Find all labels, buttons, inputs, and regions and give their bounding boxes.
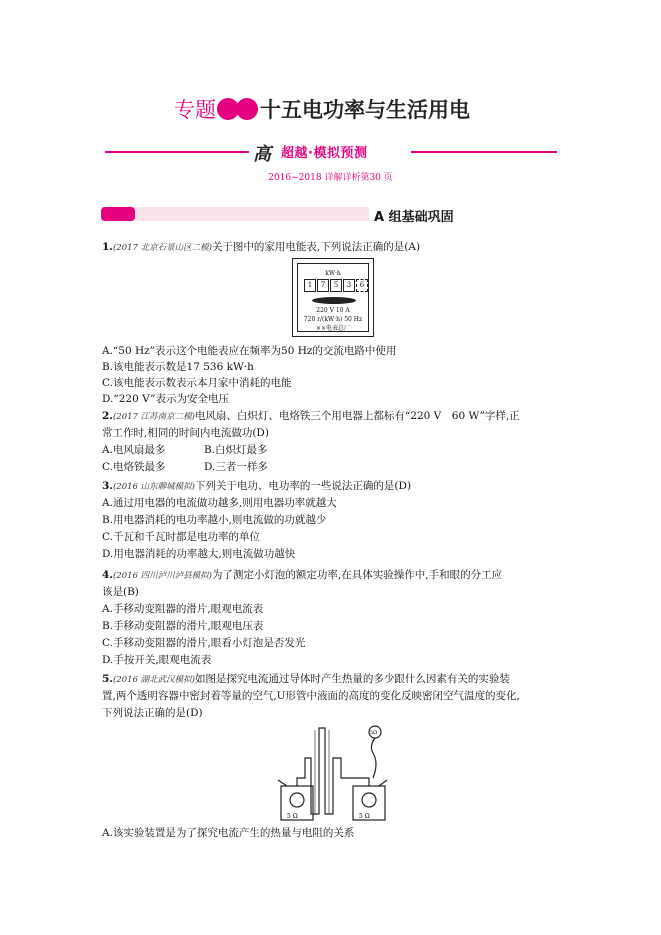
banner-text: 超越·模拟预测	[281, 146, 368, 161]
meter-digit: 1	[304, 279, 316, 292]
q4-text: 为了测定小灯泡的额定功率,在具体实验操作中,手和眼的分工应	[211, 569, 503, 581]
meter-digit: 5	[330, 279, 342, 292]
q3-option-c: C.千瓦和千瓦时都是电功率的单位	[102, 531, 260, 543]
q4-source: (2016 四川泸川泸县模拟)	[112, 571, 212, 581]
q1-stem	[102, 241, 420, 255]
title-dots-icon	[220, 98, 258, 120]
meter-disc-icon	[312, 297, 356, 304]
u-tube	[297, 728, 369, 814]
meter-digit: 3	[343, 279, 355, 292]
energy-meter-figure	[292, 258, 374, 337]
meter-spec-1: 220 V 10 A	[316, 307, 350, 314]
q5-option-a: A.该实验装置是为了探究电流产生的热量与电阻的关系	[102, 827, 355, 839]
q1-option-c: C.该电能表示数表示本月家中消耗的电能	[102, 377, 292, 389]
meter-digits	[304, 279, 369, 292]
q2-option-a: A.电风扇最多	[102, 444, 166, 456]
top-resistor-label: 5Ω	[370, 730, 378, 736]
meter-digit: 7	[317, 279, 329, 292]
section-title: A 组基础巩固	[374, 210, 454, 225]
q2-option-c: C.电烙铁最多	[102, 461, 166, 473]
q5-number: 5.	[102, 673, 113, 685]
q4-stem	[102, 569, 502, 583]
q1-option-a: A.“50 Hz”表示这个电能表应在频率为50 Hz的交流电路中使用	[102, 345, 397, 357]
meter-maker: ××电表总厂	[315, 325, 351, 332]
q4-stem-cont: 该是(B)	[102, 586, 139, 598]
q5-text: 如图是探究电流通过导体时产生热量的多少跟什么因素有关的实验装	[194, 673, 510, 685]
q5-stem-cont: 置,两个透明容器中密封着等量的空气,U形管中液面的高度的变化反映密闭空气温度的变化,	[102, 690, 520, 702]
q1-number: 1.	[102, 241, 113, 253]
left-coil-icon	[290, 793, 304, 807]
right-coil-icon	[362, 793, 376, 807]
q3-option-b: B.用电器消耗的电功率越小,则电流做的功就越少	[102, 514, 327, 526]
q2-option-b: B.白炽灯最多	[204, 444, 268, 456]
q2-option-d: D.三者一样多	[204, 461, 268, 473]
q1-source: (2017 北京石景山区二模)	[112, 243, 212, 253]
wire	[371, 738, 376, 778]
q2-stem-cont: 常工作时,相同的时间内电流做功(D)	[102, 427, 269, 439]
banner-line-left	[105, 151, 249, 153]
heating-experiment-figure	[275, 718, 390, 823]
q2-number: 2.	[102, 410, 113, 422]
q4-option-b: B.手移动变阻器的滑片,眼观电压表	[102, 620, 264, 632]
q1-option-b: B.该电能表示数是17 536 kW·h	[102, 361, 254, 373]
meter-unit: kW·h	[325, 270, 341, 277]
page-title	[174, 92, 470, 126]
q1-option-d: D.“220 V”表示为安全电压	[102, 393, 229, 405]
q4-option-a: A.手移动变阻器的滑片,眼观电流表	[102, 603, 264, 615]
q3-option-d: D.用电器消耗的功率越大,则电流做功越快	[102, 548, 296, 560]
q2-text: 电风扇、白炽灯、电烙铁三个用电器上都标有“220 V 60 W”字样,正	[194, 410, 520, 422]
section-bar	[101, 207, 369, 221]
q5-stem-cont2: 下列说法正确的是(D)	[102, 707, 203, 719]
q5-stem	[102, 673, 510, 687]
q4-number: 4.	[102, 569, 113, 581]
meter-spec-2: 720 r/(kW·h) 50 Hz	[303, 316, 363, 323]
right-resistor-label: 5 Ω	[359, 813, 370, 820]
banner-line-right	[411, 151, 557, 153]
q5-source: (2016 湖北武汉模拟)	[112, 675, 195, 685]
q1-text: 关于图中的家用电能表,下列说法正确的是(A)	[211, 241, 421, 253]
q2-source: (2017 江苏南京二模)	[112, 412, 195, 422]
reference-line: 2016~2018 详解详析第30 页	[268, 173, 393, 183]
meter-digit-decimal: 6	[356, 279, 368, 292]
q2-stem	[102, 410, 520, 424]
q4-option-c: C.手移动变阻器的滑片,眼看小灯泡是否发光	[102, 637, 306, 649]
section-banner	[105, 140, 557, 165]
q3-source: (2016 山东聊城模拟)	[112, 482, 195, 492]
q3-option-a: A.通过用电器的电流做功越多,则用电器功率就越大	[102, 497, 337, 509]
title-prefix: 专题	[174, 98, 216, 122]
banner-logo: 高	[253, 144, 271, 165]
q4-option-d: D.手按开关,眼观电流表	[102, 654, 212, 666]
q3-stem	[102, 480, 411, 494]
section-tab	[101, 207, 135, 221]
title-main: 十五电功率与生活用电	[260, 98, 470, 122]
q3-text: 下列关于电功、电功率的一些说法正确的是(D)	[194, 480, 412, 492]
q3-number: 3.	[102, 480, 113, 492]
left-resistor-label: 5 Ω	[287, 813, 298, 820]
